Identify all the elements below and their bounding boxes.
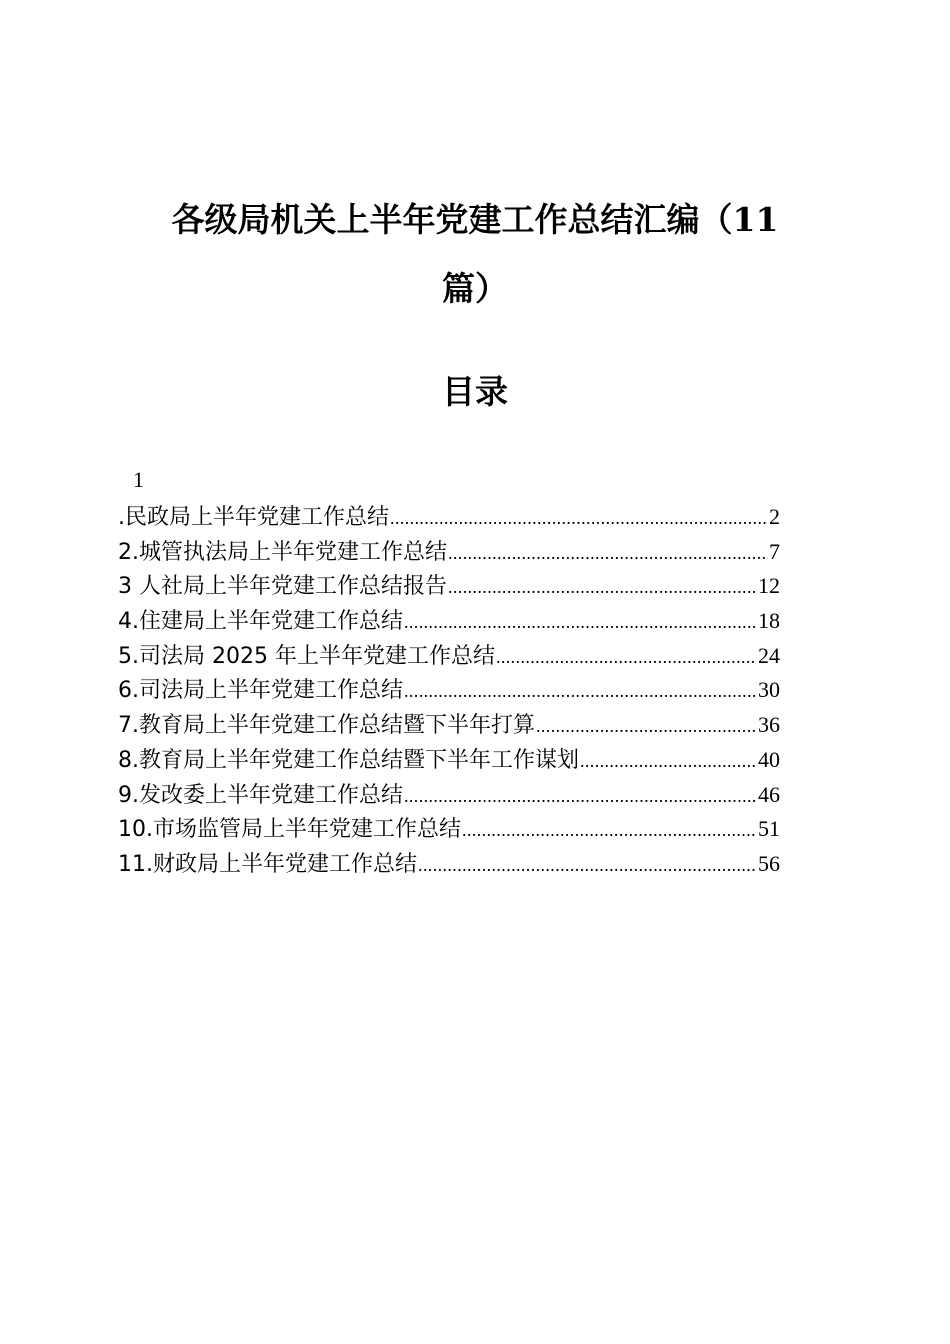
toc-entry[interactable] [118, 538, 780, 573]
toc-entry-page: 40 [758, 746, 780, 772]
toc-leader-dots [462, 816, 757, 844]
toc-entry-label: 2.城管执法局上半年党建工作总结 [118, 539, 447, 565]
toc-leader-dots [448, 539, 768, 567]
toc-entry[interactable] [118, 850, 780, 885]
toc-entry-page: 51 [758, 816, 780, 842]
table-of-contents [118, 503, 780, 885]
toc-leader-dots [418, 851, 757, 879]
toc-leader-dots [404, 608, 757, 636]
toc-entry-page: 24 [758, 642, 780, 668]
toc-entry[interactable] [118, 815, 780, 850]
toc-leader-dots [496, 643, 757, 671]
toc-entry[interactable] [118, 642, 780, 677]
toc-leader-dots [448, 573, 757, 601]
toc-entry-page: 2 [769, 504, 780, 529]
toc-entry[interactable] [118, 676, 780, 711]
toc-entry-page: 36 [758, 712, 780, 738]
toc-leader-dots [580, 747, 757, 775]
toc-leader-dots [390, 504, 768, 532]
toc-entry[interactable] [118, 607, 780, 642]
toc-entry[interactable] [118, 572, 780, 607]
toc-entry-page: 18 [758, 608, 780, 634]
toc-entry-label: 10.市场监管局上半年党建工作总结 [118, 817, 461, 843]
toc-entry-label: 5.司法局 2025 年上半年党建工作总结 [118, 643, 495, 669]
toc-entry-label: 8.教育局上半年党建工作总结暨下半年工作谋划 [118, 747, 579, 773]
toc-heading: 目录 [442, 372, 508, 411]
toc-entry-label: 11.财政局上半年党建工作总结 [118, 851, 417, 877]
toc-entry-page: 30 [758, 677, 780, 703]
toc-leader-dots [404, 677, 757, 705]
toc-entry-page: 7 [769, 538, 780, 564]
toc-entry-label: 9.发改委上半年党建工作总结 [118, 782, 403, 808]
toc-entry-page: 12 [758, 573, 780, 599]
toc-entry-label: 4.住建局上半年党建工作总结 [118, 609, 403, 635]
toc-leader-dots [536, 712, 757, 740]
toc-entry-label: 3 人社局上半年党建工作总结报告 [118, 574, 447, 600]
toc-entry-page: 56 [758, 850, 780, 876]
toc-entry[interactable] [118, 503, 780, 538]
toc-entry-label: .民政局上半年党建工作总结 [118, 505, 389, 530]
toc-entry-label: 6.司法局上半年党建工作总结 [118, 678, 403, 704]
toc-entry-page: 46 [758, 781, 780, 807]
toc-first-entry-number: 1 [133, 467, 144, 492]
toc-leader-dots [404, 782, 757, 810]
document-title-line-1: 各级局机关上半年党建工作总结汇编（11 [171, 200, 779, 239]
document-title-line-2: 篇） [442, 269, 508, 308]
toc-entry[interactable] [118, 781, 780, 816]
toc-entry-label: 7.教育局上半年党建工作总结暨下半年打算 [118, 713, 535, 739]
toc-entry[interactable] [118, 746, 780, 781]
toc-entry[interactable] [118, 711, 780, 746]
